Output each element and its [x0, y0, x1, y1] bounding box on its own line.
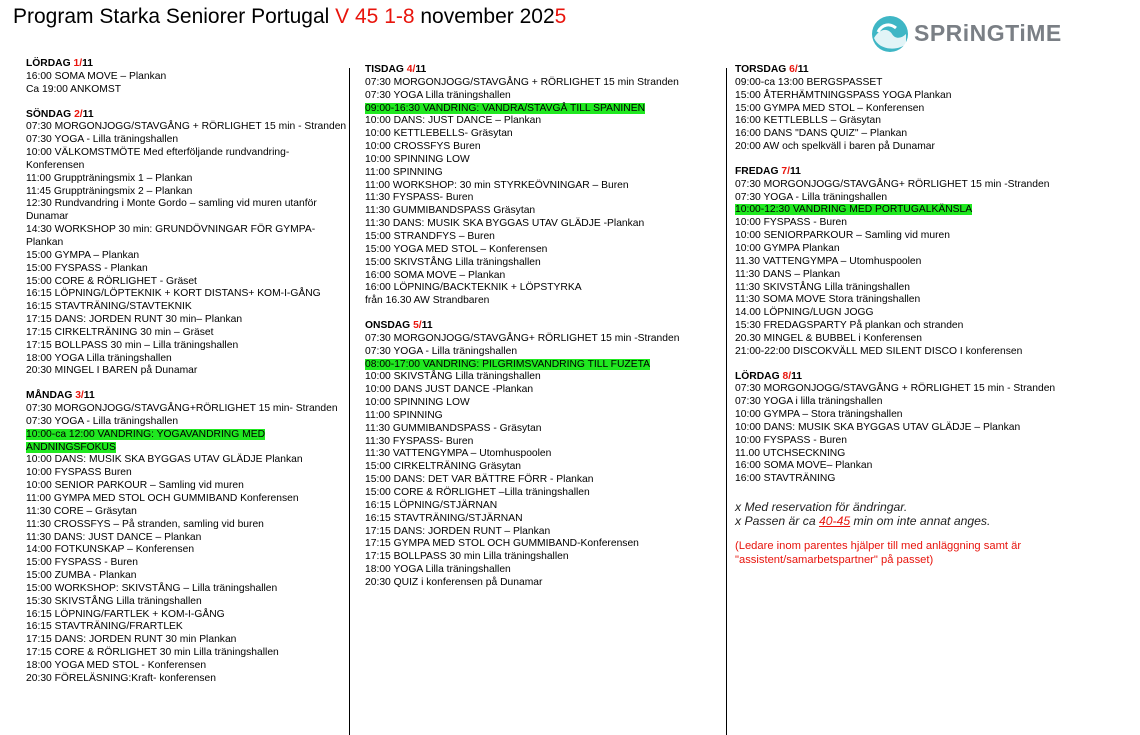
- schedule-item: 16:15 LÖPNING/FARTLEK + KOM-I-GÅNG: [26, 608, 225, 620]
- schedule-item: 11:30 SKIVSTÅNG Lilla träningshallen: [735, 281, 910, 293]
- schedule-item: 11:30 VATTENGYMPA – Utomhuspoolen: [365, 448, 552, 460]
- schedule-item: 09:00-16:30 VANDRING: VANDRA/STAVGÅ TILL SPANINEN: [365, 102, 646, 114]
- schedule-item: 15:00 FYSPASS - Buren: [26, 557, 138, 569]
- schedule-item: 11:30 SOMA MOVE Stora träningshallen: [735, 294, 921, 306]
- schedule-item: 17:15 BOLLPASS 30 min Lilla träningshallen: [365, 551, 569, 563]
- note-reservation: x Med reservation för ändringar.: [735, 500, 908, 515]
- schedule-item: 20:30 MINGEL I BAREN på Dunamar: [26, 365, 198, 377]
- schedule-item: 16:00 DANS "DANS QUIZ" – Plankan: [735, 128, 908, 140]
- notes: [735, 500, 1095, 528]
- column-divider: [726, 68, 727, 735]
- schedule-item: 07:30 MORGONJOGG/STAVGÅNG+ RÖRLIGHET 15 min -Stranden: [735, 178, 1050, 190]
- schedule-item: 17:15 DANS: JORDEN RUNT 30 min– Plankan: [26, 314, 243, 326]
- schedule-item: 07:30 YOGA i lilla träningshallen: [735, 396, 883, 408]
- schedule-item: 15:30 FREDAGSPARTY På plankan och stranden: [735, 320, 964, 332]
- day-block: [735, 166, 1095, 359]
- schedule-item: 17:15 DANS: JORDEN RUNT – Plankan: [365, 525, 551, 537]
- schedule-item: 07:30 MORGONJOGG/STAVGÅNG + RÖRLIGHET 15 min Stranden: [365, 76, 679, 88]
- schedule-item: 16:00 KETTLEBLLS – Gräsytan: [735, 115, 881, 127]
- schedule-item: 11:30 CORE – Gräsytan: [26, 505, 137, 517]
- title-week: V 45 1-8: [335, 5, 415, 28]
- schedule-item: 11:30 DANS – Plankan: [735, 268, 841, 280]
- schedule-item: 17:15 GYMPA MED STOL OCH GUMMIBAND-Konferensen: [365, 538, 639, 550]
- schedule-item: 15:00 ÅTERHÄMTNINGSPASS YOGA Plankan: [735, 89, 952, 101]
- schedule-item: 10:00-12:30 VANDRING MED PORTUGALKÄNSLA: [735, 204, 973, 216]
- schedule-item: 15:00 FYSPASS - Plankan: [26, 262, 148, 274]
- schedule-item: 07:30 YOGA - Lilla träningshallen: [26, 415, 179, 427]
- schedule-item: 10:00 GYMPA Plankan: [735, 242, 840, 254]
- day-block: [26, 58, 348, 97]
- schedule-item: 16:00 LÖPNING/BACKTEKNIK + LÖPSTYRKA: [365, 282, 582, 294]
- schedule-item: 11:00 Gruppträningsmix 1 – Plankan: [26, 172, 193, 184]
- schedule-item: 07:30 MORGONJOGG/STAVGÅNG+RÖRLIGHET 15 min- Stranden: [26, 403, 338, 415]
- column-2: [365, 64, 723, 590]
- schedule-item: 10:00 FYSPASS - Buren: [735, 434, 847, 446]
- schedule-item: 16:15 LÖPNING/STJÄRNAN: [365, 499, 498, 511]
- schedule-item: 15:00 SKIVSTÅNG Lilla träningshallen: [365, 256, 541, 268]
- schedule-item: 11:30 CROSSFYS – På stranden, samling vid buren: [26, 518, 264, 530]
- schedule-item: 11:30 GUMMIBANDSPASS Gräsytan: [365, 205, 536, 217]
- day-heading: LÖRDAG 1/11: [26, 58, 93, 69]
- schedule-item: 20.30 MINGEL & BUBBEL i Konferensen: [735, 332, 922, 344]
- schedule-item: 15:00 GYMPA MED STOL – Konferensen: [735, 102, 925, 114]
- page-title: [13, 5, 566, 29]
- schedule-item: 15:00 CORE & RÖRLIGHET - Gräset: [26, 275, 197, 287]
- schedule-item: 11:30 GUMMIBANDSPASS - Gräsytan: [365, 422, 542, 434]
- title-prefix: Program Starka Seniorer Portugal: [13, 5, 336, 28]
- schedule-item: 14:00 FOTKUNSKAP – Konferensen: [26, 544, 195, 556]
- schedule-item: 16:00 SOMA MOVE – Plankan: [365, 269, 506, 281]
- schedule-item: 10:00 FYSPASS - Buren: [735, 217, 847, 229]
- schedule-item: 17:15 BOLLPASS 30 min – Lilla träningshallen: [26, 339, 239, 351]
- day-heading: FREDAG 7/11: [735, 165, 801, 177]
- schedule-item: 16:15 STAVTRÄNING/STJÄRNAN: [365, 512, 523, 524]
- day-block: [26, 109, 348, 379]
- schedule-item: 14.00 LÖPNING/LUGN JOGG: [735, 307, 874, 319]
- schedule-item: 11:00 SPINNING: [365, 409, 443, 421]
- schedule-item: 11:00 SPINNING: [365, 166, 443, 178]
- schedule-item: 11:30 FYSPASS- Buren: [365, 435, 474, 447]
- schedule-item: 15:00 ZUMBA - Plankan: [26, 570, 137, 582]
- schedule-item: 18:00 YOGA Lilla träningshallen: [365, 564, 511, 576]
- schedule-item: 15:00 WORKSHOP: SKIVSTÅNG – Lilla träningshallen: [26, 582, 278, 594]
- schedule-item: 10:00 DANS JUST DANCE -Plankan: [365, 384, 534, 396]
- schedule-item: 15:00 GYMPA – Plankan: [26, 249, 140, 261]
- schedule-item: 18:00 YOGA MED STOL - Konferensen: [26, 659, 207, 671]
- schedule-item: 07:30 MORGONJOGG/STAVGÅNG + RÖRLIGHET 15 min - Stranden: [735, 383, 1056, 395]
- schedule-item: 10:00 KETTLEBELLS- Gräsytan: [365, 128, 513, 140]
- title-date: november 202: [414, 5, 555, 28]
- schedule-item: 11:00 WORKSHOP: 30 min STYRKEÖVNINGAR – Buren: [365, 179, 629, 191]
- schedule-item: 20:30 FÖRELÄSNING:Kraft- konferensen: [26, 672, 217, 684]
- day-block: [26, 390, 348, 685]
- schedule-item: 07:30 YOGA - Lilla träningshallen: [735, 191, 888, 203]
- schedule-item: 12:30 Rundvandring i Monte Gordo – samling vid muren utanför Dunamar: [26, 198, 317, 223]
- day-heading: MÅNDAG 3/11: [26, 390, 95, 402]
- schedule-item: Ca 19:00 ANKOMST: [26, 83, 121, 95]
- column-divider: [349, 68, 350, 735]
- note-duration: x Passen är ca 40-45 min om inte annat anges.: [735, 514, 991, 529]
- day-heading: TISDAG 4/11: [365, 64, 427, 75]
- logo-text: SPRiNGTiME: [914, 20, 1062, 46]
- day-heading: LÖRDAG 8/11: [735, 370, 802, 382]
- schedule-item: 15:00 DANS: DET VAR BÄTTRE FÖRR - Plankan: [365, 474, 594, 486]
- schedule-item: 20:30 QUIZ i konferensen på Dunamar: [365, 576, 543, 588]
- schedule-item: 15:00 YOGA MED STOL – Konferensen: [365, 243, 548, 255]
- schedule-item: 10:00 SPINNING LOW: [365, 153, 470, 165]
- schedule-item: 11.00 UTCHSECKNING: [735, 447, 846, 459]
- day-block: [735, 64, 1095, 154]
- springtime-wave-icon: [870, 14, 910, 54]
- schedule-item: 10:00-ca 12:00 VANDRING: YOGAVANDRING MED ANDNINGSFOKUS: [26, 428, 265, 453]
- schedule-item: 11:30 DANS: JUST DANCE – Plankan: [26, 531, 202, 543]
- schedule-item: 07:30 MORGONJOGG/STAVGÅNG+ RÖRLIGHET 15 min -Stranden: [365, 332, 680, 344]
- schedule-item: 07:30 YOGA Lilla träningshallen: [365, 89, 511, 101]
- schedule-item: 07:30 YOGA - Lilla träningshallen: [365, 345, 518, 357]
- schedule-item: 16:15 LÖPNING/LÖPTEKNIK + KORT DISTANS+ KOM-I-GÅNG: [26, 288, 321, 300]
- schedule-item: 18:00 YOGA Lilla träningshallen: [26, 352, 172, 364]
- springtime-logo: [870, 12, 1085, 56]
- schedule-item: 10:00 DANS: MUSIK SKA BYGGAS UTAV GLÄDJE Plankan: [26, 454, 303, 466]
- schedule-item: 16:00 SOMA MOVE– Plankan: [735, 460, 873, 472]
- schedule-item: 10:00 CROSSFYS Buren: [365, 141, 481, 153]
- schedule-item: 16:15 STAVTRÄNING/STAVTEKNIK: [26, 301, 192, 313]
- schedule-item: 16:15 STAVTRÄNING/FRARTLEK: [26, 621, 183, 633]
- schedule-item: 10:00 VÄLKOMSTMÖTE Med efterföljande rundvandring- Konferensen: [26, 147, 290, 171]
- day-heading: SÖNDAG 2/11: [26, 108, 94, 120]
- schedule-item: 11.30 VATTENGYMPA – Utomhuspoolen: [735, 255, 922, 267]
- schedule-item: 16:00 SOMA MOVE – Plankan: [26, 70, 167, 82]
- schedule-item: 15:30 SKIVSTÅNG Lilla träningshallen: [26, 595, 202, 607]
- day-heading: TORSDAG 6/11: [735, 64, 809, 75]
- title-year-digit: 5: [554, 5, 567, 28]
- schedule-item: 10:00 DANS: JUST DANCE – Plankan: [365, 115, 542, 127]
- schedule-item: 10:00 GYMPA – Stora träningshallen: [735, 409, 903, 421]
- schedule-item: 10:00 SENIORPARKOUR – Samling vid muren: [735, 230, 950, 242]
- schedule-item: 11:30 DANS: MUSIK SKA BYGGAS UTAV GLÄDJE -Plankan: [365, 218, 645, 230]
- note-leaders: (Ledare inom parentes hjälper till med anläggning samt är "assistent/samarbetspartner" på passet): [735, 540, 1022, 567]
- schedule-item: från 16.30 AW Strandbaren: [365, 295, 490, 307]
- schedule-item: 11:00 GYMPA MED STOL OCH GUMMIBAND Konferensen: [26, 493, 299, 504]
- schedule-item: 17:15 DANS: JORDEN RUNT 30 min Plankan: [26, 634, 237, 646]
- schedule-item: 10:00 SENIOR PARKOUR – Samling vid muren: [26, 480, 244, 492]
- schedule-item: 20:00 AW och spelkväll i baren på Dunamar: [735, 141, 935, 153]
- schedule-item: 15:00 CORE & RÖRLIGHET –Lilla träningshallen: [365, 487, 590, 498]
- schedule-item: 15:00 STRANDFYS – Buren: [365, 230, 495, 242]
- schedule-item: 17:15 CIRKELTRÄNING 30 min – Gräset: [26, 326, 214, 338]
- schedule-item: 10:00 DANS: MUSIK SKA BYGGAS UTAV GLÄDJE – Plankan: [735, 421, 1021, 433]
- schedule-item: 11:30 FYSPASS- Buren: [365, 192, 474, 204]
- day-heading: ONSDAG 5/11: [365, 320, 433, 332]
- day-block: [365, 320, 723, 590]
- schedule-item: 11:45 Gruppträningsmix 2 – Plankan: [26, 185, 193, 197]
- day-block: [365, 64, 723, 308]
- schedule-item: 08:00-17:00 VANDRING: PILGRIMSVANDRING TILL FUZETA: [365, 358, 650, 370]
- schedule-item: 07:30 YOGA - Lilla träningshallen: [26, 134, 179, 146]
- column-3: [735, 64, 1095, 567]
- schedule-item: 14:30 WORKSHOP 30 min: GRUNDÖVNINGAR FÖR GYMPA- Plankan: [26, 224, 316, 248]
- schedule-item: 15:00 CIRKELTRÄNING Gräsytan: [365, 461, 522, 473]
- schedule-item: 17:15 CORE & RÖRLIGHET 30 min Lilla träningshallen: [26, 647, 279, 659]
- day-block: [735, 371, 1095, 487]
- schedule-item: 21:00-22:00 DISCOKVÄLL MED SILENT DISCO I konferensen: [735, 345, 1023, 357]
- schedule-item: 07:30 MORGONJOGG/STAVGÅNG + RÖRLIGHET 15 min - Stranden: [26, 121, 347, 133]
- column-1: [26, 58, 348, 686]
- schedule-item: 10:00 SPINNING LOW: [365, 397, 470, 409]
- schedule-item: 10:00 SKIVSTÅNG Lilla träningshallen: [365, 371, 541, 383]
- schedule-item: 09:00-ca 13:00 BERGSPASSET: [735, 76, 883, 88]
- schedule-item: 16:00 STAVTRÄNING: [735, 473, 836, 485]
- schedule-item: 10:00 FYSPASS Buren: [26, 467, 132, 479]
